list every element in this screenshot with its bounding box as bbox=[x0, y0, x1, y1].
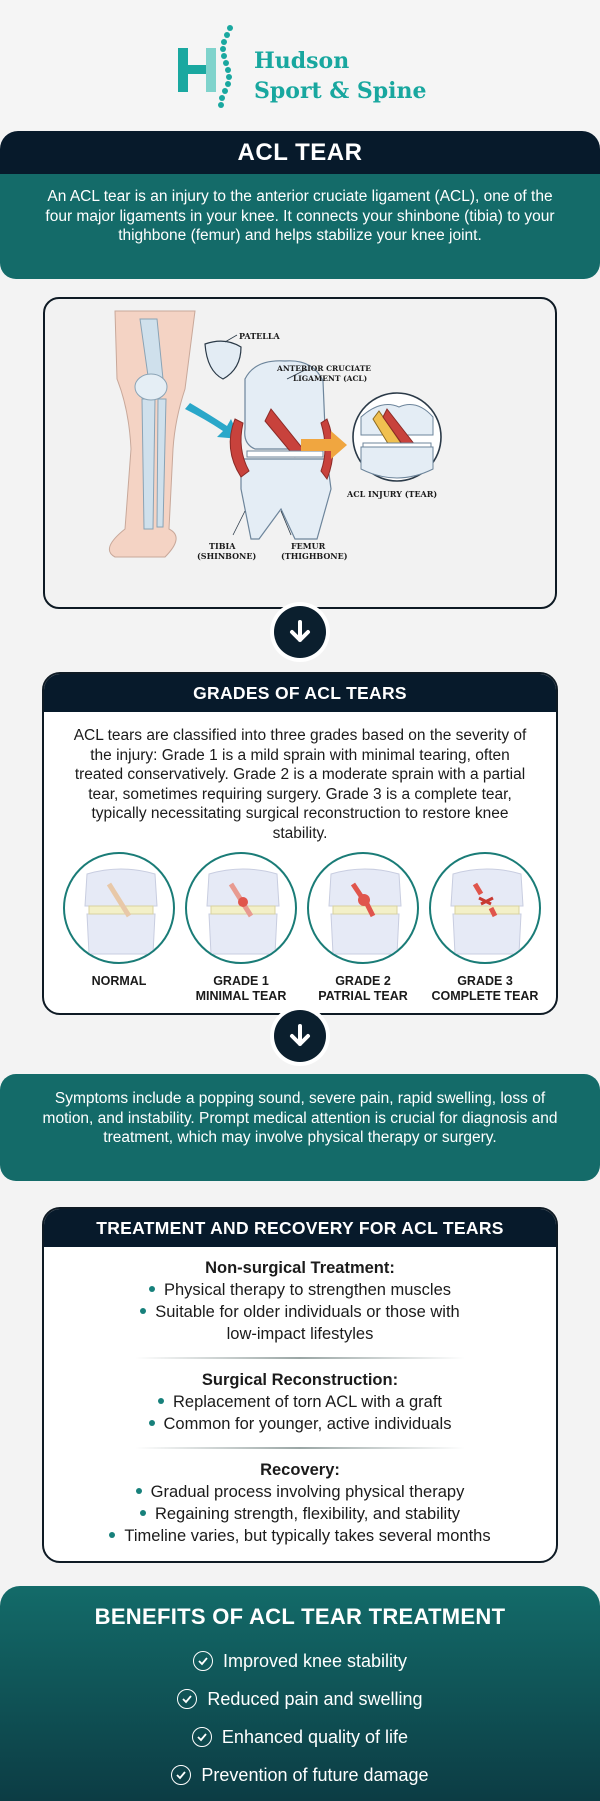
benefit-text: Improved knee stability bbox=[222, 1650, 408, 1671]
benefit-item bbox=[0, 1680, 600, 1718]
arrow-down-icon bbox=[287, 619, 313, 645]
symptoms-text: Symptoms include a popping sound, severe pain, rapid swelling, loss of motion, and instability. Prompt medical attention is crucial for diagnosis and treatment, which may involve physical therapy or surgery. bbox=[42, 1090, 558, 1146]
check-circle-icon bbox=[171, 1765, 191, 1785]
spine-logo-icon bbox=[170, 22, 250, 112]
label-femur-line2: (THIGHBONE) bbox=[281, 551, 348, 561]
brand-name bbox=[254, 46, 427, 106]
bullet-icon bbox=[140, 1510, 146, 1516]
bullet-icon bbox=[140, 1308, 146, 1314]
list-item: Replacement of torn ACL with a graft bbox=[44, 1391, 556, 1413]
label-tibia-line2: (SHINBONE) bbox=[197, 551, 257, 561]
grade-label-line2: MINIMAL TEAR bbox=[195, 989, 287, 1003]
grade-item bbox=[426, 852, 544, 1004]
bullet-icon bbox=[109, 1532, 115, 1538]
benefit-text: Enhanced quality of life bbox=[221, 1726, 409, 1747]
grade-label-line1: GRADE 3 bbox=[457, 974, 513, 988]
grades-card bbox=[42, 672, 558, 1015]
treatment-section bbox=[44, 1449, 556, 1547]
grade-label-line2: COMPLETE TEAR bbox=[431, 989, 539, 1003]
grade-list bbox=[60, 852, 544, 1004]
knee-illustration bbox=[43, 297, 557, 609]
intro-text: An ACL tear is an injury to the anterior cruciate ligament (ACL), one of the four major ligaments in your knee. It connects your shinbone (tibia) to your thighbone (femur) and helps stabilize your knee joint. bbox=[45, 188, 555, 244]
bullet-icon bbox=[158, 1398, 164, 1404]
knee-grade1-icon bbox=[185, 852, 297, 964]
treatment-heading: TREATMENT AND RECOVERY FOR ACL TEARS bbox=[44, 1209, 556, 1247]
grade-label-line1: GRADE 2 bbox=[335, 974, 391, 988]
list-item: Regaining strength, flexibility, and stability bbox=[44, 1503, 556, 1525]
benefit-item bbox=[0, 1756, 600, 1794]
label-patella: PATELLA bbox=[239, 331, 280, 341]
knee-normal-icon bbox=[63, 852, 175, 964]
benefits-heading: BENEFITS OF ACL TEAR TREATMENT bbox=[94, 1604, 506, 1629]
section-title: Surgical Reconstruction: bbox=[201, 1371, 399, 1389]
brand-logo[interactable] bbox=[170, 22, 450, 112]
list-item: Physical therapy to strengthen muscles bbox=[44, 1279, 556, 1301]
treatment-body bbox=[44, 1247, 556, 1547]
list-item: Suitable for older individuals or those with bbox=[44, 1301, 556, 1323]
brand-name-line1: Hudson bbox=[254, 48, 350, 74]
list-item: low-impact lifestyles bbox=[226, 1325, 374, 1343]
down-arrow-1 bbox=[270, 602, 330, 662]
header bbox=[0, 0, 600, 130]
down-arrow-2 bbox=[270, 1006, 330, 1066]
symptoms-box bbox=[0, 1074, 600, 1181]
grades-heading: GRADES OF ACL TEARS bbox=[44, 674, 556, 712]
treatment-section bbox=[44, 1247, 556, 1345]
check-circle-icon bbox=[177, 1689, 197, 1709]
grade-item bbox=[304, 852, 422, 1004]
list-item: Common for younger, active individuals bbox=[44, 1413, 556, 1435]
label-acl-line2: LIGAMENT (ACL) bbox=[293, 374, 368, 383]
treatment-card bbox=[42, 1207, 558, 1563]
bullet-icon bbox=[149, 1286, 155, 1292]
grades-text: ACL tears are classified into three grades based on the severity of the injury: Grade 1 is a mild sprain with minimal tearing, often treated conservatively. Grade 2 is a moderate sprain with a partial tear, sometimes requiring surgery. Grade 3 is a complete tear, typically necessitating surgical reconstruction to restore knee stability. bbox=[73, 727, 527, 842]
benefit-text: Prevention of future damage bbox=[201, 1764, 429, 1785]
page-title: ACL TEAR bbox=[237, 138, 363, 166]
knee-anatomy-svg bbox=[45, 299, 557, 609]
section-title: Recovery: bbox=[260, 1461, 340, 1479]
intro-box bbox=[0, 174, 600, 279]
benefit-item bbox=[0, 1642, 600, 1680]
check-circle-icon bbox=[193, 1651, 213, 1671]
list-item: Timeline varies, but typically takes several months bbox=[44, 1525, 556, 1547]
grade-label-line1: NORMAL bbox=[91, 974, 147, 988]
grade-label-line2: PATRIAL TEAR bbox=[318, 989, 408, 1003]
grade-item bbox=[60, 852, 178, 1004]
grade-item bbox=[182, 852, 300, 1004]
label-femur-line1: FEMUR bbox=[291, 541, 326, 551]
check-circle-icon bbox=[192, 1727, 212, 1747]
section-title: Non-surgical Treatment: bbox=[205, 1259, 395, 1277]
label-acl-injury: ACL INJURY (TEAR) bbox=[347, 489, 438, 499]
benefit-list bbox=[0, 1642, 600, 1794]
arrow-down-icon bbox=[287, 1023, 313, 1049]
bullet-icon bbox=[136, 1488, 142, 1494]
grade-label-line1: GRADE 1 bbox=[213, 974, 269, 988]
label-acl-line1: ANTERIOR CRUCIATE bbox=[277, 364, 372, 373]
benefits-section bbox=[0, 1586, 600, 1801]
benefit-item bbox=[0, 1718, 600, 1756]
bullet-icon bbox=[149, 1420, 155, 1426]
title-bar bbox=[0, 131, 600, 174]
list-item: Gradual process involving physical therapy bbox=[44, 1481, 556, 1503]
label-tibia-line1: TIBIA bbox=[209, 541, 236, 551]
brand-name-line2: Sport & Spine bbox=[254, 78, 427, 104]
benefit-text: Reduced pain and swelling bbox=[207, 1688, 423, 1709]
knee-grade2-icon bbox=[307, 852, 419, 964]
treatment-section bbox=[44, 1359, 556, 1435]
knee-grade3-icon bbox=[429, 852, 541, 964]
